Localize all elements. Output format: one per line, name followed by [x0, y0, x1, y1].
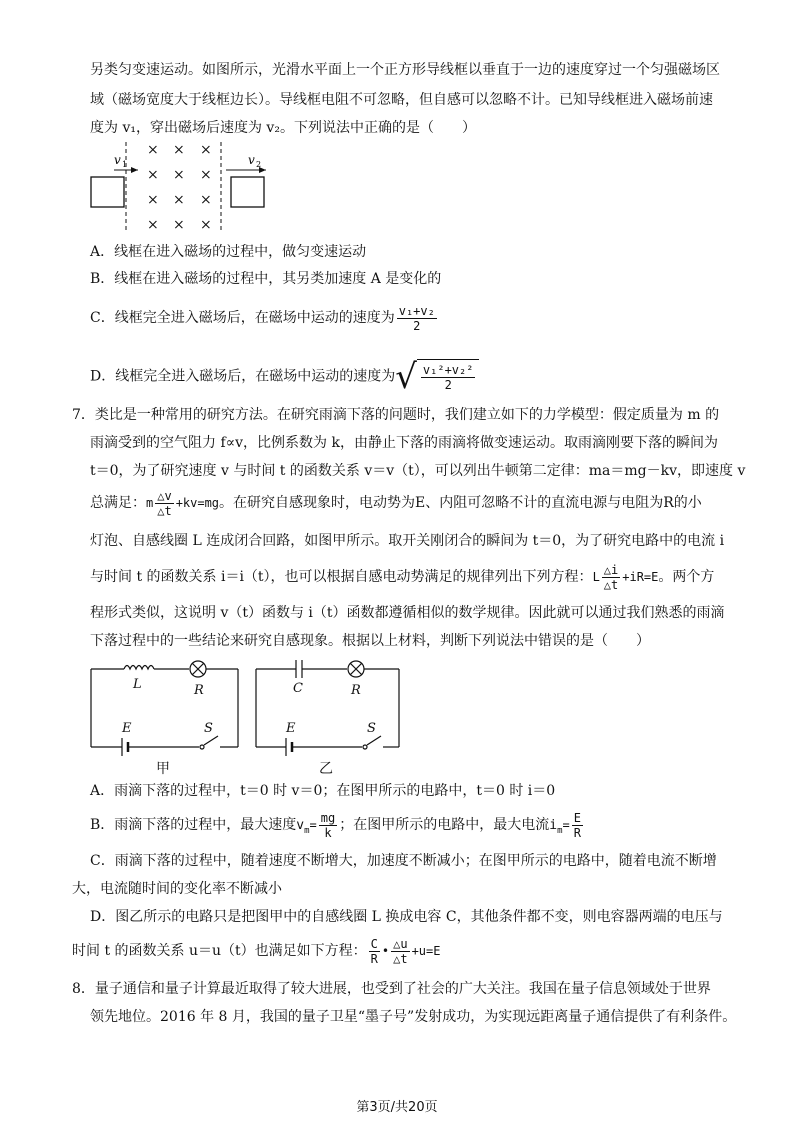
q6-c-numerator: v₁+v₂: [398, 303, 435, 318]
q6-line-1: 另类匀变速运动。如图所示，光滑水平面上一个正方形导线框以垂直于一边的速度穿过一个匀强磁场区: [90, 62, 720, 78]
q6-option-d: D．线框完全进入磁场后，在磁场中运动的速度为√ $\frac{\text{v₁²+v₂²}}{2}$: [90, 359, 730, 394]
v1-sub: 1: [122, 160, 128, 169]
label-S-jia: S: [204, 721, 213, 736]
svg-text:×: ×: [200, 192, 212, 208]
field-crosses: [147, 142, 212, 233]
label-yi: 乙: [319, 761, 333, 777]
svg-text:×: ×: [147, 167, 159, 183]
page-footer: 第3页/共20页: [356, 1100, 438, 1115]
v1-label: v: [114, 153, 121, 167]
svg-text:×: ×: [147, 192, 159, 208]
label-E-jia: E: [122, 721, 132, 736]
q7-line-6: 与时间 t 的函数关系 i＝i（t），也可以根据自感电动势满足的规律列出下列方程：L $\frac{\triangle i}{\triangle t}$ +iR=E。两个方: [90, 562, 715, 592]
q7-line-8: 下落过程中的一些结论来研究自感现象。根据以上材料，判断下列说法中错误的是（ ）: [90, 633, 650, 649]
velocity-v2-arrow: [226, 153, 266, 173]
q7-option-a: A．雨滴下落的过程中，t＝0 时 v＝0；在图甲所示的电路中，t＝0 时 i＝0: [90, 783, 556, 799]
circuit-yi: [256, 660, 399, 756]
svg-text:×: ×: [147, 142, 159, 158]
q7-option-c-line-2: 大，电流随时间的变化率不断减小: [72, 881, 282, 897]
q8-line-2: 领先地位。2016 年 8 月，我国的量子卫星“墨子号”发射成功，为实现远距离量子通信提供了有利条件。: [90, 1009, 737, 1025]
circuit-jia: [91, 661, 238, 756]
label-E-yi: E: [286, 721, 296, 736]
svg-text:×: ×: [173, 217, 185, 233]
svg-text:×: ×: [173, 167, 185, 183]
q6-d-numerator: v₁²+v₂²: [422, 362, 474, 377]
wire-frame-left: [91, 177, 124, 207]
q7-option-c-line-1: C．雨滴下落的过程中，随着速度不断增大，加速度不断减小；在图甲所示的电路中，随着电流不断增: [90, 853, 717, 869]
v2-sub: 2: [256, 160, 262, 169]
svg-text:×: ×: [200, 217, 212, 233]
circuit-figures: [86, 652, 416, 780]
q6-d-denominator: 2: [444, 377, 452, 392]
v2-label: v: [248, 153, 255, 167]
q7-option-d-line-2: 时间 t 的函数关系 u＝u（t）也满足如下方程： $\frac{C}{R}$ • $\frac{\triangle u}{\triangle t}$ +u=E: [72, 936, 441, 966]
q6-c-denominator: 2: [413, 318, 421, 333]
label-L: L: [133, 677, 142, 692]
q7-line-3: t＝0，为了研究速度 v 与时间 t 的函数关系 v＝v（t），可以列出牛顿第二定律：ma＝mg－kv，即速度 v: [90, 463, 746, 479]
q7-option-b: B．雨滴下落的过程中，最大速度$v_m=$ $\frac{mg}{k}$ ；在图甲所示的电路中，最大电流$i_m=$ $\frac{E}{R}$: [90, 810, 581, 840]
wire-frame-right: [231, 177, 264, 207]
q7-line-1: 7．类比是一种常用的研究方法。在研究雨滴下落的问题时，我们建立如下的力学模型：假定质量为 m 的: [72, 407, 720, 423]
q7-line-4: 总满足：m $\frac{\triangle v}{\triangle t}$ +kv=mg。在研究自感现象时，电动势为E、内阻可忽略不计的直流电源与电阻为R的小: [90, 488, 702, 518]
label-R-yi: R: [351, 683, 361, 698]
q7-line-5: 灯泡、自感线圈 L 连成闭合回路，如图甲所示。取开关刚闭合的瞬间为 t＝0，为了研究电路中的电流 i: [90, 533, 725, 549]
label-C: C: [293, 681, 303, 696]
q7-line-2: 雨滴受到的空气阻力 f∝v，比例系数为 k，由静止下落的雨滴将做变速运动。取雨滴刚要下落的瞬间为: [90, 435, 718, 451]
q7-option-d-line-1: D．图乙所示的电路只是把图甲中的自感线圈 L 换成电容 C，其他条件都不变，则电容器两端的电压与: [90, 909, 723, 925]
label-S-yi: S: [367, 721, 376, 736]
svg-text:×: ×: [173, 192, 185, 208]
svg-text:×: ×: [200, 142, 212, 158]
q8-line-1: 8．量子通信和量子计算最近取得了较大进展，也受到了社会的广大关注。我国在量子信息领域处于世界: [72, 981, 711, 997]
svg-text:×: ×: [147, 217, 159, 233]
label-R-jia: R: [194, 683, 204, 698]
q7-line-7: 程形式类似，这说明 v（t）函数与 i（t）函数都遵循相似的数学规律。因此就可以通过我们熟悉的雨滴: [90, 605, 725, 621]
q6-option-b: B．线框在进入磁场的过程中，其另类加速度 A 是变化的: [90, 271, 442, 287]
magnetic-field-figure: [86, 140, 286, 235]
svg-text:×: ×: [200, 167, 212, 183]
svg-text:×: ×: [173, 142, 185, 158]
q6-line-2: 域（磁场宽度大于线框边长）。导线框电阻不可忽略，但自感可以忽略不计。已知导线框进入磁场前速: [90, 92, 713, 108]
label-jia: 甲: [156, 761, 170, 777]
q6-line-3: 度为 v₁，穿出磁场后速度为 v₂。下列说法中正确的是（ ）: [90, 120, 476, 136]
q6-option-c: C．线框完全进入磁场后，在磁场中运动的速度为 $\frac{\text{v₁+v₂}}{2}$: [90, 303, 435, 333]
q6-option-a: A．线框在进入磁场的过程中，做匀变速运动: [90, 244, 367, 260]
